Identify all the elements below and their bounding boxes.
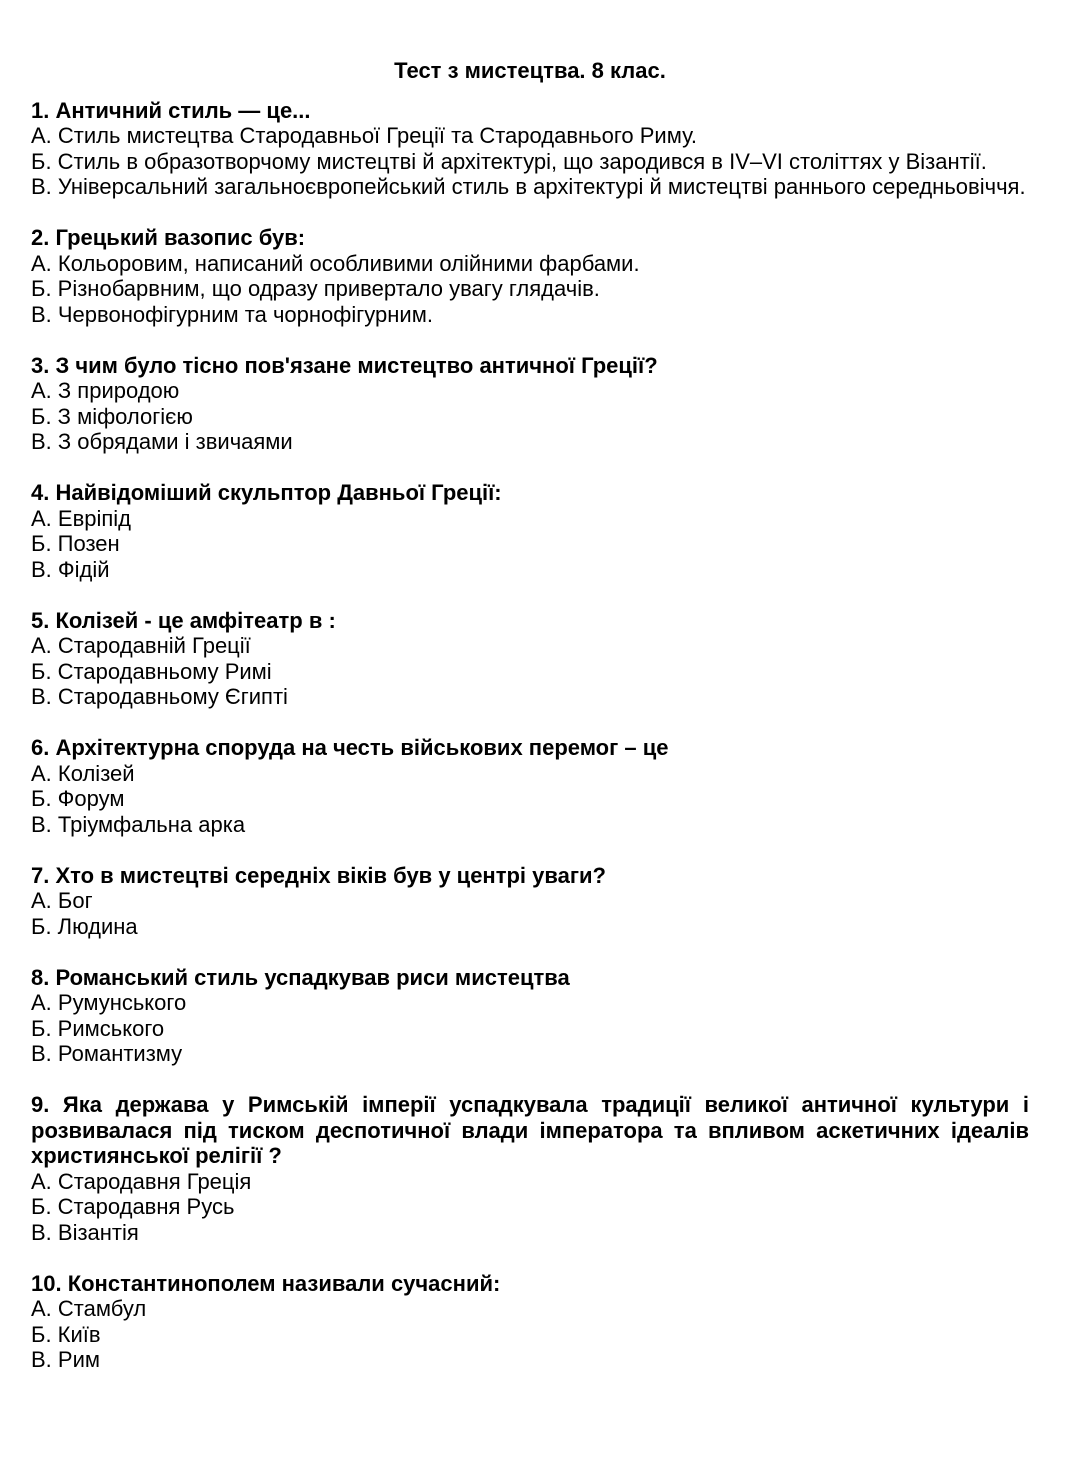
question-text: 6. Архітектурна споруда на честь військових перемог – це (31, 735, 669, 760)
answer-option: А. Стиль мистецтва Стародавньої Греції та Стародавнього Риму. (31, 123, 697, 148)
question-text: 7. Хто в мистецтві середніх віків був у центрі уваги? (31, 862, 606, 888)
question-5 (31, 608, 1029, 710)
question-1 (31, 98, 1029, 200)
question-8 (31, 965, 1029, 1067)
answer-option: В. Рим (31, 1347, 100, 1372)
answer-option: Б. Різнобарвним, що одразу привертало увагу глядачів. (31, 276, 600, 301)
question-2 (31, 225, 1029, 327)
answer-option: В. Стародавньому Єгипті (31, 684, 288, 709)
question-6 (31, 735, 1029, 837)
question-text: 8. Романський стиль успадкував риси мистецтва (31, 964, 570, 990)
question-text: 1. Античний стиль — це... (31, 97, 311, 123)
question-10 (31, 1271, 1029, 1373)
question-text: 5. Колізей - це амфітеатр в : (31, 607, 336, 633)
question-text: 2. Грецький вазопис був: (31, 225, 306, 250)
answer-option: Б. Київ (31, 1321, 101, 1347)
test-document (31, 58, 1029, 1398)
answer-option: А. Румунського (31, 990, 187, 1015)
question-text: 3. З чим було тісно пов'язане мистецтво античної Греції? (31, 352, 658, 378)
answer-option: А. Кольоровим, написаний особливими олійними фарбами. (31, 250, 640, 276)
answer-option: А. Колізей (31, 760, 135, 786)
answer-option: Б. Стародавня Русь (31, 1194, 235, 1219)
answer-option: В. З обрядами і звичаями (31, 429, 293, 454)
answer-option: Б. Стародавньому Римі (31, 658, 272, 684)
question-3 (31, 353, 1029, 455)
answer-option: Б. Форум (31, 786, 125, 811)
answer-option: В. Романтизму (31, 1041, 183, 1066)
answer-option: Б. Позен (31, 531, 120, 556)
question-7 (31, 863, 1029, 940)
answer-option: Б. З міфологією (31, 403, 193, 429)
answer-option: В. Фідій (31, 556, 110, 582)
answer-option: В. Універсальний загальноєвропейський стиль в архітектурі й мистецтві раннього середньовіччя. (31, 174, 1026, 199)
answer-option: Б. Стиль в образотворчому мистецтві й архітектурі, що зародився в IV–VI століттях у Візантії. (31, 148, 987, 174)
answer-option: А. Бог (31, 888, 93, 913)
question-9 (31, 1092, 1029, 1245)
answer-option: В. Візантія (31, 1219, 139, 1245)
question-text: 10. Константинополем називали сучасний: (31, 1270, 501, 1296)
answer-option: А. Стародавня Греція (31, 1168, 252, 1194)
answer-option: Б. Римського (31, 1015, 165, 1041)
answer-option: А. З природою (31, 378, 180, 403)
answer-option: Б. Людина (31, 913, 138, 939)
answer-option: А. Евріпід (31, 505, 132, 531)
answer-option: А. Стародавній Греції (31, 633, 251, 658)
question-text: 9. Яка держава у Римській імперії успадкувала традиції великої античної культури і розвивалася під тиском деспотичної влади імператора та впливом аскетичних ідеалів християнської релігії ? (31, 1092, 1029, 1168)
answer-option: А. Стамбул (31, 1296, 147, 1321)
answer-option: В. Тріумфальна арка (31, 811, 246, 837)
question-text: 4. Найвідоміший скульптор Давньої Греції: (31, 480, 502, 505)
document-title: Тест з мистецтва. 8 клас. (394, 58, 666, 83)
answer-option: В. Червонофігурним та чорнофігурним. (31, 301, 433, 327)
question-4 (31, 480, 1029, 582)
